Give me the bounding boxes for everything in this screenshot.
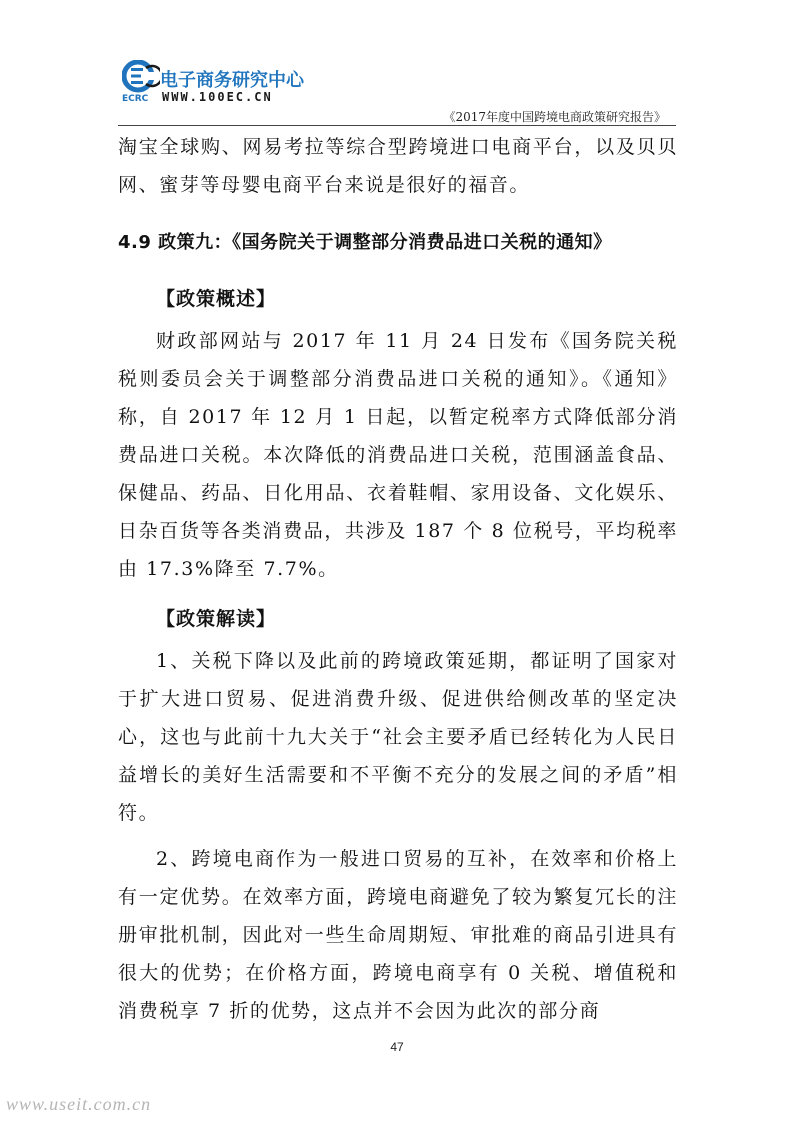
logo-abbreviation: ECRC — [122, 94, 149, 104]
logo-chinese-name: 电子商务研究中心 — [160, 70, 304, 91]
interpretation-point-1: 1、关税下降以及此前的跨境政策延期，都证明了国家对于扩大进口贸易、促进消费升级、促进供给侧改革的坚定决心，这也与此前十九大关于“社会主要矛盾已经转化为人民日益增长的美好生活需要和不平衡不充分的发展之间的矛盾”相符。 — [118, 650, 678, 824]
ecrc-logo-icon — [122, 60, 160, 96]
interpretation-heading: 【政策解读】 — [156, 608, 277, 630]
section-heading: 4.9 政策九：《国务院关于调整部分消费品进口关税的通知》 — [118, 232, 612, 253]
report-title: 《2017年度中国跨境电商政策研究报告》 — [443, 110, 666, 124]
overview-paragraph: 财政部网站与 2017 年 11 月 24 日发布《国务院关税税则委员会关于调整部分消费品进口关税的通知》。《通知》称，自 2017 年 12 月 1 日起，以暂定税率方式降低部分消费品进口关税。本次降低的消费品进口关税，范围涵盖食品、保健品、药品、日化用品、衣着鞋帽、家用设备、文化娱乐、日杂百货等各类消费品，共涉及 187 个 8 位税号，平均税率由 17.3%降至 7.7%。 — [118, 330, 678, 580]
interpretation-point-2: 2、跨境电商作为一般进口贸易的互补，在效率和价格上有一定优势。在效率方面，跨境电商避免了较为繁复冗长的注册审批机制，因此对一些生命周期短、审批难的商品引进具有很大的优势；在价格方面，跨境电商享有 0 关税、增值税和消费税享 7 折的优势，这点并不会因为此次的部分商 — [118, 848, 678, 1022]
watermark: www.useit.com.cn — [6, 1094, 152, 1114]
logo-website: WWW.100EC.CN — [162, 90, 273, 104]
page-header — [0, 0, 794, 125]
intro-paragraph: 淘宝全球购、网易考拉等综合型跨境进口电商平台，以及贝贝网、蜜芽等母婴电商平台来说是很好的福音。 — [118, 136, 678, 196]
header-divider — [118, 125, 676, 126]
overview-heading: 【政策概述】 — [156, 288, 277, 310]
ecrc-logo — [122, 60, 312, 110]
page-number: 47 — [390, 1040, 404, 1054]
page-content — [118, 128, 678, 1030]
